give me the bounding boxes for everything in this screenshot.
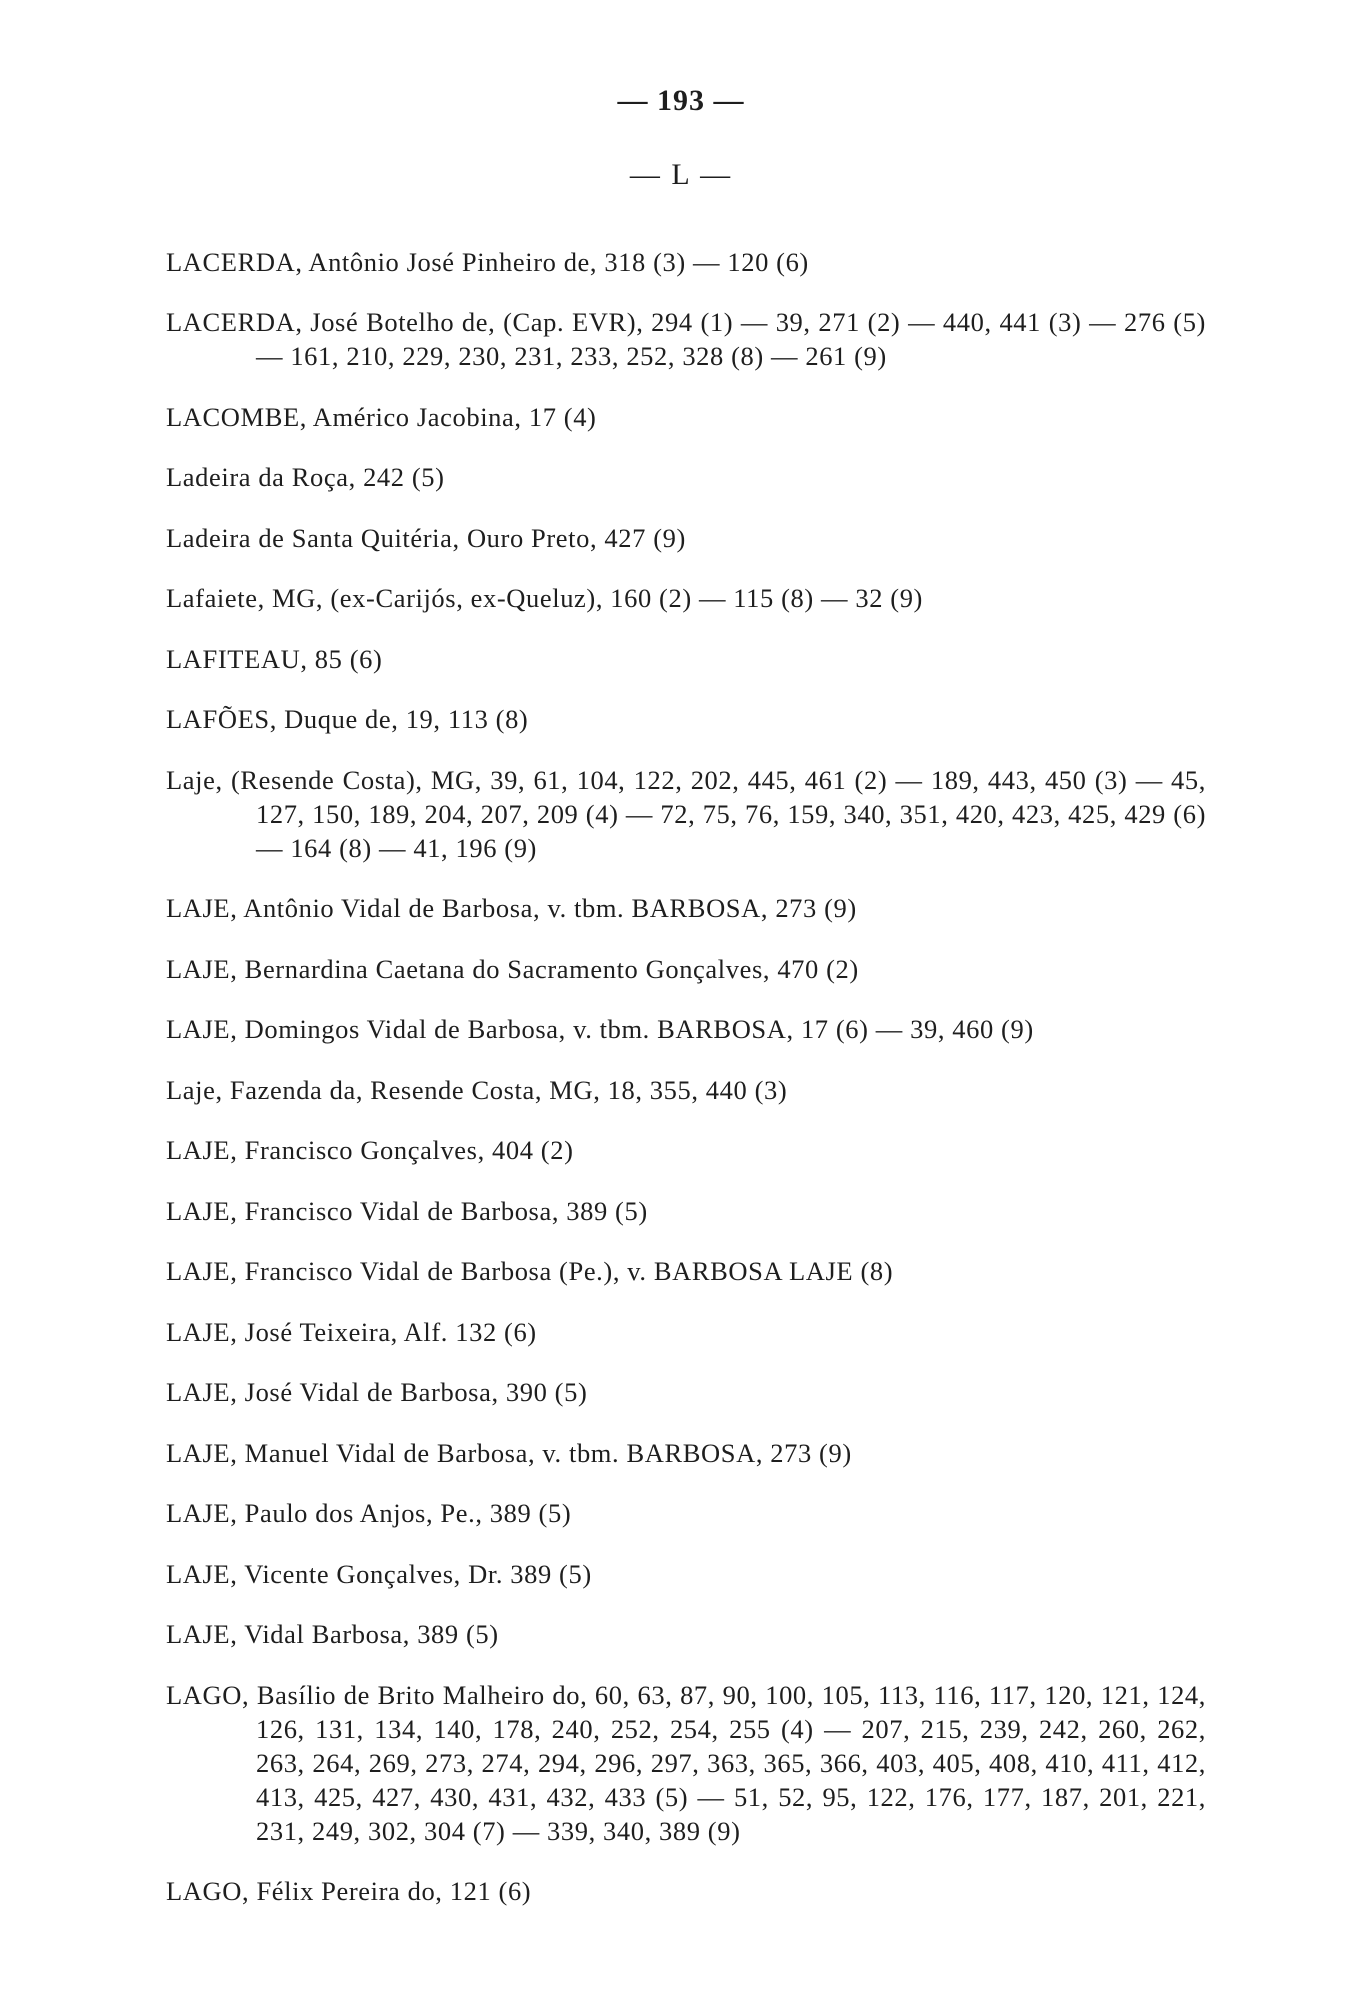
index-entry: LAJE, Francisco Gonçalves, 404 (2)	[166, 1135, 574, 1165]
index-entry: LAJE, Vicente Gonçalves, Dr. 389 (5)	[166, 1558, 592, 1589]
index-entry: LACOMBE, Américo Jacobina, 17 (4)	[166, 401, 597, 432]
page-number: — 193 —	[617, 84, 745, 117]
index-entry: Ladeira da Roça, 242 (5)	[166, 462, 445, 492]
index-entry: LAGO, Félix Pereira do, 121 (6)	[166, 1876, 532, 1906]
section-letter-heading: — L —	[629, 158, 733, 191]
index-entry: LAJE, Bernardina Caetana do Sacramento Gonçalves, 470 (2)	[166, 953, 859, 984]
index-entry: Laje, Fazenda da, Resende Costa, MG, 18, 355, 440 (3)	[166, 1074, 788, 1105]
index-entry: LACERDA, José Botelho de, (Cap. EVR), 294 (1) — 39, 271 (2) — 440, 441 (3) — 276 (5) — 161, 210, 229, 230, 231, 233, 252, 328 (8) — 261 (9)	[166, 307, 1206, 371]
index-entry: Lafaiete, MG, (ex-Carijós, ex-Queluz), 160 (2) — 115 (8) — 32 (9)	[166, 583, 923, 613]
index-entry: LAJE, Francisco Vidal de Barbosa (Pe.), v. BARBOSA LAJE (8)	[166, 1256, 894, 1286]
index-entry: LACERDA, Antônio José Pinheiro de, 318 (3) — 120 (6)	[166, 246, 809, 277]
index-entry: LAJE, Vidal Barbosa, 389 (5)	[166, 1619, 499, 1649]
index-entry: LAJE, Francisco Vidal de Barbosa, 389 (5)	[166, 1195, 648, 1226]
index-entry: LAJE, Domingos Vidal de Barbosa, v. tbm. BARBOSA, 17 (6) — 39, 460 (9)	[166, 1014, 1034, 1044]
index-entry: LAJE, José Vidal de Barbosa, 390 (5)	[166, 1377, 588, 1407]
index-entry: LAJE, José Teixeira, Alf. 132 (6)	[166, 1316, 537, 1347]
index-entry: LAFÕES, Duque de, 19, 113 (8)	[166, 704, 529, 734]
index-entry: Laje, (Resende Costa), MG, 39, 61, 104, 122, 202, 445, 461 (2) — 189, 443, 450 (3) — 45, 127, 150, 189, 204, 207, 209 (4) — 72, 75, 76, 159, 340, 351, 420, 423, 425, 429 (6) — 164 (8) — 41, 196 (9)	[166, 764, 1206, 863]
index-entry: LAGO, Basílio de Brito Malheiro do, 60, 63, 87, 90, 100, 105, 113, 116, 117, 120, 121, 124, 126, 131, 134, 140, 178, 240, 252, 254, 255 (4) — 207, 215, 239, 242, 260, 262, 263, 264, 269, 273, 274, 294, 296, 297, 363, 365, 366, 403, 405, 408, 410, 411, 412, 413, 425, 427, 430, 431, 432, 433 (5) — 51, 52, 95, 122, 176, 177, 187, 201, 221, 231, 249, 302, 304 (7) — 339, 340, 389 (9)	[166, 1679, 1206, 1846]
index-entry: LAJE, Manuel Vidal de Barbosa, v. tbm. BARBOSA, 273 (9)	[166, 1437, 852, 1468]
index-entry: LAJE, Antônio Vidal de Barbosa, v. tbm. BARBOSA, 273 (9)	[166, 893, 857, 923]
index-entry: Ladeira de Santa Quitéria, Ouro Preto, 427 (9)	[166, 522, 686, 553]
index-entry-list	[166, 218, 1206, 1932]
index-entry: LAJE, Paulo dos Anjos, Pe., 389 (5)	[166, 1498, 572, 1528]
index-entry: LAFITEAU, 85 (6)	[166, 643, 383, 674]
